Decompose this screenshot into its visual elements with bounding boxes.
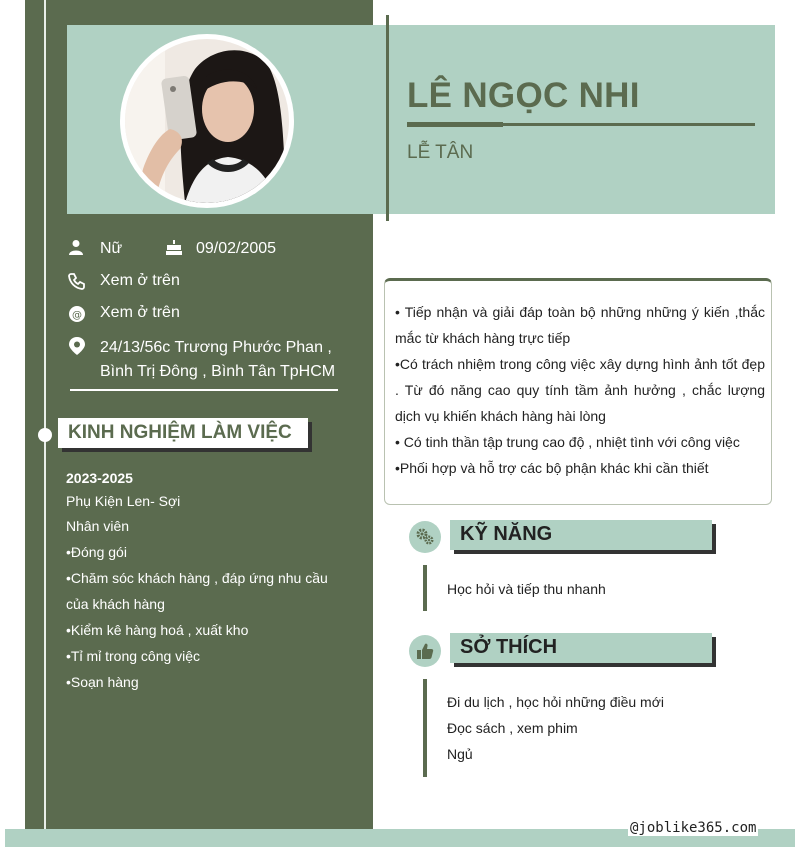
cake-icon bbox=[165, 238, 183, 256]
skills-bar bbox=[423, 565, 427, 611]
summary-line: • Có tinh thần tập trung cao độ , nhiệt tình với công việc bbox=[395, 434, 740, 450]
name-underline-accent bbox=[407, 122, 503, 127]
job-title: LỄ TÂN bbox=[407, 142, 474, 163]
hobbies-title: SỞ THÍCH bbox=[460, 636, 558, 658]
experience-company: Phụ Kiện Len- Sợi bbox=[66, 493, 181, 509]
hobby-item: Ngủ bbox=[447, 746, 473, 762]
email-icon bbox=[68, 305, 86, 323]
hobby-item: Đọc sách , xem phim bbox=[447, 720, 578, 736]
svg-text:@: @ bbox=[72, 310, 82, 321]
hobby-item: Đi du lịch , học hỏi những điều mới bbox=[447, 694, 664, 710]
address-line-2: Bình Trị Đông , Bình Tân TpHCM bbox=[100, 363, 336, 380]
footer-watermark: @joblike365.com bbox=[630, 820, 757, 836]
summary-line: • Tiếp nhận và giải đáp toàn bộ những những ý kiến ,thắc mắc từ khách hàng trực tiếp bbox=[395, 304, 765, 346]
phone: Xem ở trên bbox=[100, 272, 180, 289]
user-icon bbox=[68, 239, 86, 257]
gender: Nữ bbox=[100, 240, 123, 257]
summary-line: •Có trách nhiệm trong công việc xây dựng hình ảnh tốt đẹp . Từ đó năng cao quy tính tầm ảnh hưởng , chắc lượng dịch vụ khiến khách hàng hài lòng bbox=[395, 356, 765, 424]
candidate-name: LÊ NGỌC NHI bbox=[407, 76, 640, 115]
summary-line: •Phối hợp và hỗ trợ các bộ phận khác khi cần thiết bbox=[395, 460, 709, 476]
gears-icon bbox=[409, 521, 441, 553]
experience-duty: •Kiểm kê hàng hoá , xuất kho bbox=[66, 622, 249, 638]
info-divider bbox=[70, 389, 338, 391]
timeline-line bbox=[44, 0, 46, 847]
experience-duty: •Chăm sóc khách hàng , đáp ứng nhu cầu bbox=[66, 570, 328, 586]
hobbies-list bbox=[447, 689, 664, 767]
experience-block bbox=[66, 467, 346, 695]
experience-duty: •Đóng gói bbox=[66, 544, 127, 560]
summary-text bbox=[395, 299, 765, 481]
phone-icon bbox=[68, 272, 86, 290]
experience-duty: của khách hàng bbox=[66, 596, 165, 612]
skills-heading bbox=[450, 520, 712, 550]
skills-list bbox=[447, 576, 606, 602]
experience-position: Nhân viên bbox=[66, 518, 130, 534]
summary-box bbox=[384, 278, 772, 505]
experience-heading bbox=[58, 418, 308, 448]
skill-item: Học hỏi và tiếp thu nhanh bbox=[447, 581, 606, 597]
address bbox=[100, 336, 335, 384]
experience-title: KINH NGHIỆM LÀM VIỆC bbox=[68, 422, 292, 443]
thumbs-up-icon bbox=[409, 635, 441, 667]
birthday: 09/02/2005 bbox=[196, 240, 277, 257]
email: Xem ở trên bbox=[100, 304, 180, 321]
avatar bbox=[120, 34, 294, 208]
hobbies-bar bbox=[423, 679, 427, 777]
location-icon bbox=[68, 336, 86, 354]
address-line-1: 24/13/56c Trương Phước Phan , bbox=[100, 339, 332, 356]
header-divider bbox=[386, 15, 389, 221]
skills-title: KỸ NĂNG bbox=[460, 523, 553, 545]
hobbies-heading bbox=[450, 633, 712, 663]
experience-duty: •Soạn hàng bbox=[66, 674, 139, 690]
experience-period: 2023-2025 bbox=[66, 470, 133, 486]
experience-duty: •Tỉ mỉ trong công việc bbox=[66, 648, 201, 664]
timeline-dot bbox=[38, 428, 52, 442]
